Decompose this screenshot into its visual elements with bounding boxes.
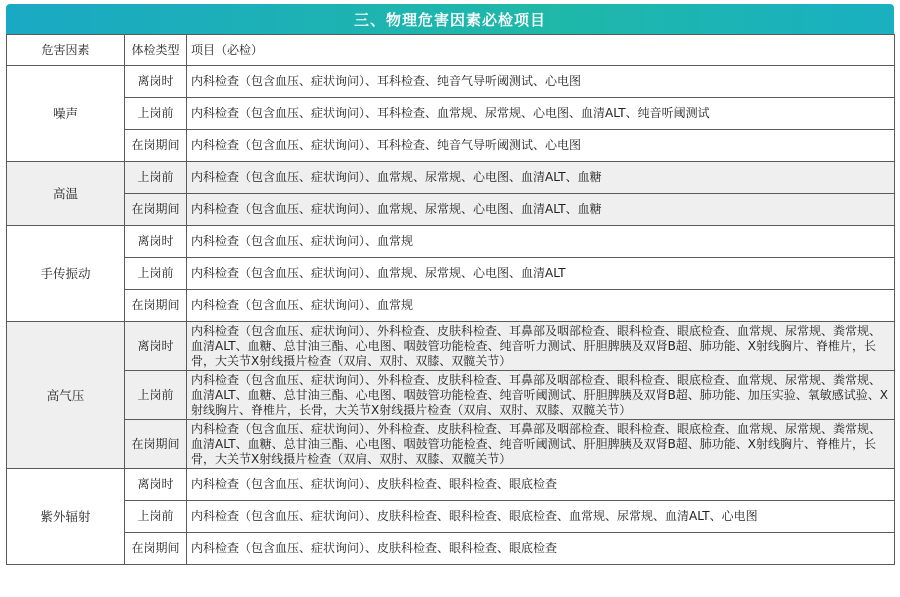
document-frame bbox=[6, 4, 894, 593]
period-cell: 上岗前 bbox=[125, 371, 187, 420]
period-cell: 离岗时 bbox=[125, 66, 187, 98]
factor-cell: 高温 bbox=[7, 162, 125, 226]
period-cell: 上岗前 bbox=[125, 258, 187, 290]
period-cell: 离岗时 bbox=[125, 322, 187, 371]
items-cell: 内科检查（包含血压、症状询问）、外科检查、皮肤科检查、耳鼻部及咽部检查、眼科检查、眼底检查、血常规、尿常规、粪常规、血清ALT、血糖、总甘油三酯、心电图、咽鼓管功能检查、纯音听阈测试、肝胆脾胰及双肾B超、肺功能、加压实验、氧敏感试验、X射线胸片、脊椎片，长骨，大关节X射线摄片检查（双肩、双肘、双膝、双髋关节） bbox=[187, 371, 895, 420]
period-cell: 在岗期间 bbox=[125, 290, 187, 322]
period-cell: 上岗前 bbox=[125, 501, 187, 533]
items-cell: 内科检查（包含血压、症状询问）、皮肤科检查、眼科检查、眼底检查 bbox=[187, 533, 895, 565]
table-row bbox=[7, 420, 895, 469]
items-cell: 内科检查（包含血压、症状询问）、血常规、尿常规、心电图、血清ALT、血糖 bbox=[187, 194, 895, 226]
period-cell: 离岗时 bbox=[125, 226, 187, 258]
factor-cell: 高气压 bbox=[7, 322, 125, 469]
period-cell: 离岗时 bbox=[125, 469, 187, 501]
table-row bbox=[7, 194, 895, 226]
table-row bbox=[7, 162, 895, 194]
header-items: 项目（必检） bbox=[187, 35, 895, 66]
period-cell: 在岗期间 bbox=[125, 533, 187, 565]
header-row bbox=[7, 35, 895, 66]
items-cell: 内科检查（包含血压、症状询问）、血常规、尿常规、心电图、血清ALT bbox=[187, 258, 895, 290]
header-factor: 危害因素 bbox=[7, 35, 125, 66]
items-cell: 内科检查（包含血压、症状询问）、外科检查、皮肤科检查、耳鼻部及咽部检查、眼科检查、眼底检查、血常规、尿常规、粪常规、血清ALT、血糖、总甘油三酯、心电图、咽鼓管功能检查、纯音听力测试、肝胆脾胰及双肾B超、肺功能、X射线胸片、脊椎片，长骨，大关节X射线摄片检查（双肩、双肘、双膝、双髋关节） bbox=[187, 322, 895, 371]
items-cell: 内科检查（包含血压、症状询问）、耳科检查、血常规、尿常规、心电图、血清ALT、纯音听阈测试 bbox=[187, 98, 895, 130]
table-row bbox=[7, 226, 895, 258]
table-row bbox=[7, 290, 895, 322]
table-row bbox=[7, 501, 895, 533]
table-row bbox=[7, 66, 895, 98]
table-row bbox=[7, 469, 895, 501]
table-row bbox=[7, 258, 895, 290]
period-cell: 上岗前 bbox=[125, 162, 187, 194]
factor-cell: 噪声 bbox=[7, 66, 125, 162]
section-title: 三、物理危害因素必检项目 bbox=[6, 4, 894, 34]
table-row bbox=[7, 322, 895, 371]
table-row bbox=[7, 98, 895, 130]
table-row bbox=[7, 533, 895, 565]
period-cell: 在岗期间 bbox=[125, 194, 187, 226]
factor-cell: 手传振动 bbox=[7, 226, 125, 322]
items-cell: 内科检查（包含血压、症状询问）、血常规 bbox=[187, 226, 895, 258]
factor-cell: 紫外辐射 bbox=[7, 469, 125, 565]
items-cell: 内科检查（包含血压、症状询问）、耳科检查、纯音气导听阈测试、心电图 bbox=[187, 66, 895, 98]
items-cell: 内科检查（包含血压、症状询问）、皮肤科检查、眼科检查、眼底检查 bbox=[187, 469, 895, 501]
items-cell: 内科检查（包含血压、症状询问）、血常规 bbox=[187, 290, 895, 322]
items-cell: 内科检查（包含血压、症状询问）、耳科检查、纯音气导听阈测试、心电图 bbox=[187, 130, 895, 162]
table-row bbox=[7, 130, 895, 162]
table-row bbox=[7, 371, 895, 420]
period-cell: 上岗前 bbox=[125, 98, 187, 130]
period-cell: 在岗期间 bbox=[125, 420, 187, 469]
exam-table bbox=[6, 34, 895, 565]
items-cell: 内科检查（包含血压、症状询问）、外科检查、皮肤科检查、耳鼻部及咽部检查、眼科检查、眼底检查、血常规、尿常规、粪常规、血清ALT、血糖、总甘油三酯、心电图、咽鼓管功能检查、纯音听阈测试、肝胆脾胰及双肾B超、肺功能、X射线胸片、脊椎片，长骨，大关节X射线摄片检查（双肩、双肘、双膝、双髋关节） bbox=[187, 420, 895, 469]
items-cell: 内科检查（包含血压、症状询问）、皮肤科检查、眼科检查、眼底检查、血常规、尿常规、血清ALT、心电图 bbox=[187, 501, 895, 533]
items-cell: 内科检查（包含血压、症状询问）、血常规、尿常规、心电图、血清ALT、血糖 bbox=[187, 162, 895, 194]
period-cell: 在岗期间 bbox=[125, 130, 187, 162]
header-period: 体检类型 bbox=[125, 35, 187, 66]
